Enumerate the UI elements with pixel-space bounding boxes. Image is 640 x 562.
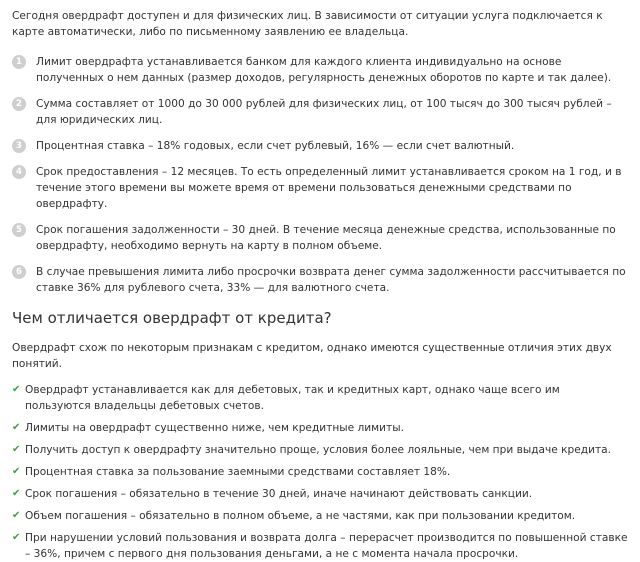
number-badge: 1: [12, 55, 26, 69]
number-badge: 2: [12, 97, 26, 111]
check-icon: ✔: [12, 384, 21, 395]
check-icon: ✔: [12, 444, 21, 455]
check-item-text: Процентная ставка за пользование заемными средствами составляет 18%.: [25, 466, 451, 478]
list-item: [12, 138, 628, 154]
list-item-text: Сумма составляет от 1000 до 30 000 рублей для физических лиц, от 100 тысяч до 300 тысяч рублей – для юридических лиц.: [36, 98, 612, 126]
number-badge: 6: [12, 265, 26, 279]
check-item-text: Овердрафт устанавливается как для дебетовых, так и кредитных карт, однако чаще всего им пользуются владельцы дебетовых счетов.: [25, 384, 560, 412]
list-item: [12, 264, 628, 296]
check-icon: ✔: [12, 488, 21, 499]
intro-paragraph: Сегодня овердрафт доступен и для физических лиц. В зависимости от ситуации услуга подключается к карте автоматически, либо по письменному заявлению ее владельца.: [12, 10, 603, 38]
list-item-text: Срок предоставления – 12 месяцев. То есть определенный лимит устанавливается сроком на 1 год, и в течение этого времени вы можете время от времени пользоваться денежными средствами по овердрафту.: [36, 166, 622, 210]
list-item-text: Лимит овердрафта устанавливается банком для каждого клиента индивидуально на основе полученных о нем данных (размер доходов, регулярность денежных оборотов по карте и так далее).: [36, 56, 612, 84]
list-item-text: Процентная ставка – 18% годовых, если счет рублевый, 16% — если счет валютный.: [36, 140, 515, 152]
check-list-item: [12, 382, 628, 414]
list-item: [12, 164, 628, 212]
number-badge: 4: [12, 165, 26, 179]
check-list-item: [12, 530, 628, 562]
section-lead-paragraph: Овердрафт схож по некоторым признакам с кредитом, однако имеются существенные отличия этих двух понятий.: [12, 342, 612, 370]
check-icon: ✔: [12, 466, 21, 477]
numbered-list: [12, 54, 628, 296]
check-list-item: [12, 442, 628, 458]
list-item: [12, 222, 628, 254]
check-item-text: Объем погашения – обязательно в полном объеме, а не частями, как при пользовании кредитом.: [25, 510, 576, 522]
list-item: [12, 96, 628, 128]
check-list-item: [12, 420, 628, 436]
check-list-item: [12, 508, 628, 524]
check-list-item: [12, 486, 628, 502]
check-icon: ✔: [12, 532, 21, 543]
check-list-item: [12, 464, 628, 480]
list-item: [12, 54, 628, 86]
check-item-text: При нарушении условий пользования и возврата долга – перерасчет производится по повышенной ставке – 36%, причем с первого дня пользования деньгами, а не с момента начала просрочки.: [25, 532, 628, 560]
list-item-text: Срок погашения задолженности – 30 дней. В течение месяца денежные средства, использованные по овердрафту, необходимо вернуть на карту в полном объеме.: [36, 224, 616, 252]
check-icon: ✔: [12, 422, 21, 433]
section-heading: Чем отличается овердрафт от кредита?: [12, 309, 332, 327]
number-badge: 3: [12, 139, 26, 153]
number-badge: 5: [12, 223, 26, 237]
check-list: [12, 382, 628, 562]
check-icon: ✔: [12, 510, 21, 521]
check-item-text: Лимиты на овердрафт существенно ниже, чем кредитные лимиты.: [25, 422, 404, 434]
list-item-text: В случае превышения лимита либо просрочки возврата денег сумма задолженности рассчитывается по ставке 36% для рублевого счета, 33% — для валютного счета.: [36, 266, 626, 294]
check-item-text: Срок погашения – обязательно в течение 30 дней, иначе начинают действовать санкции.: [25, 488, 533, 500]
check-item-text: Получить доступ к овердрафту значительно проще, условия более лояльные, чем при выдаче кредита.: [25, 444, 612, 456]
